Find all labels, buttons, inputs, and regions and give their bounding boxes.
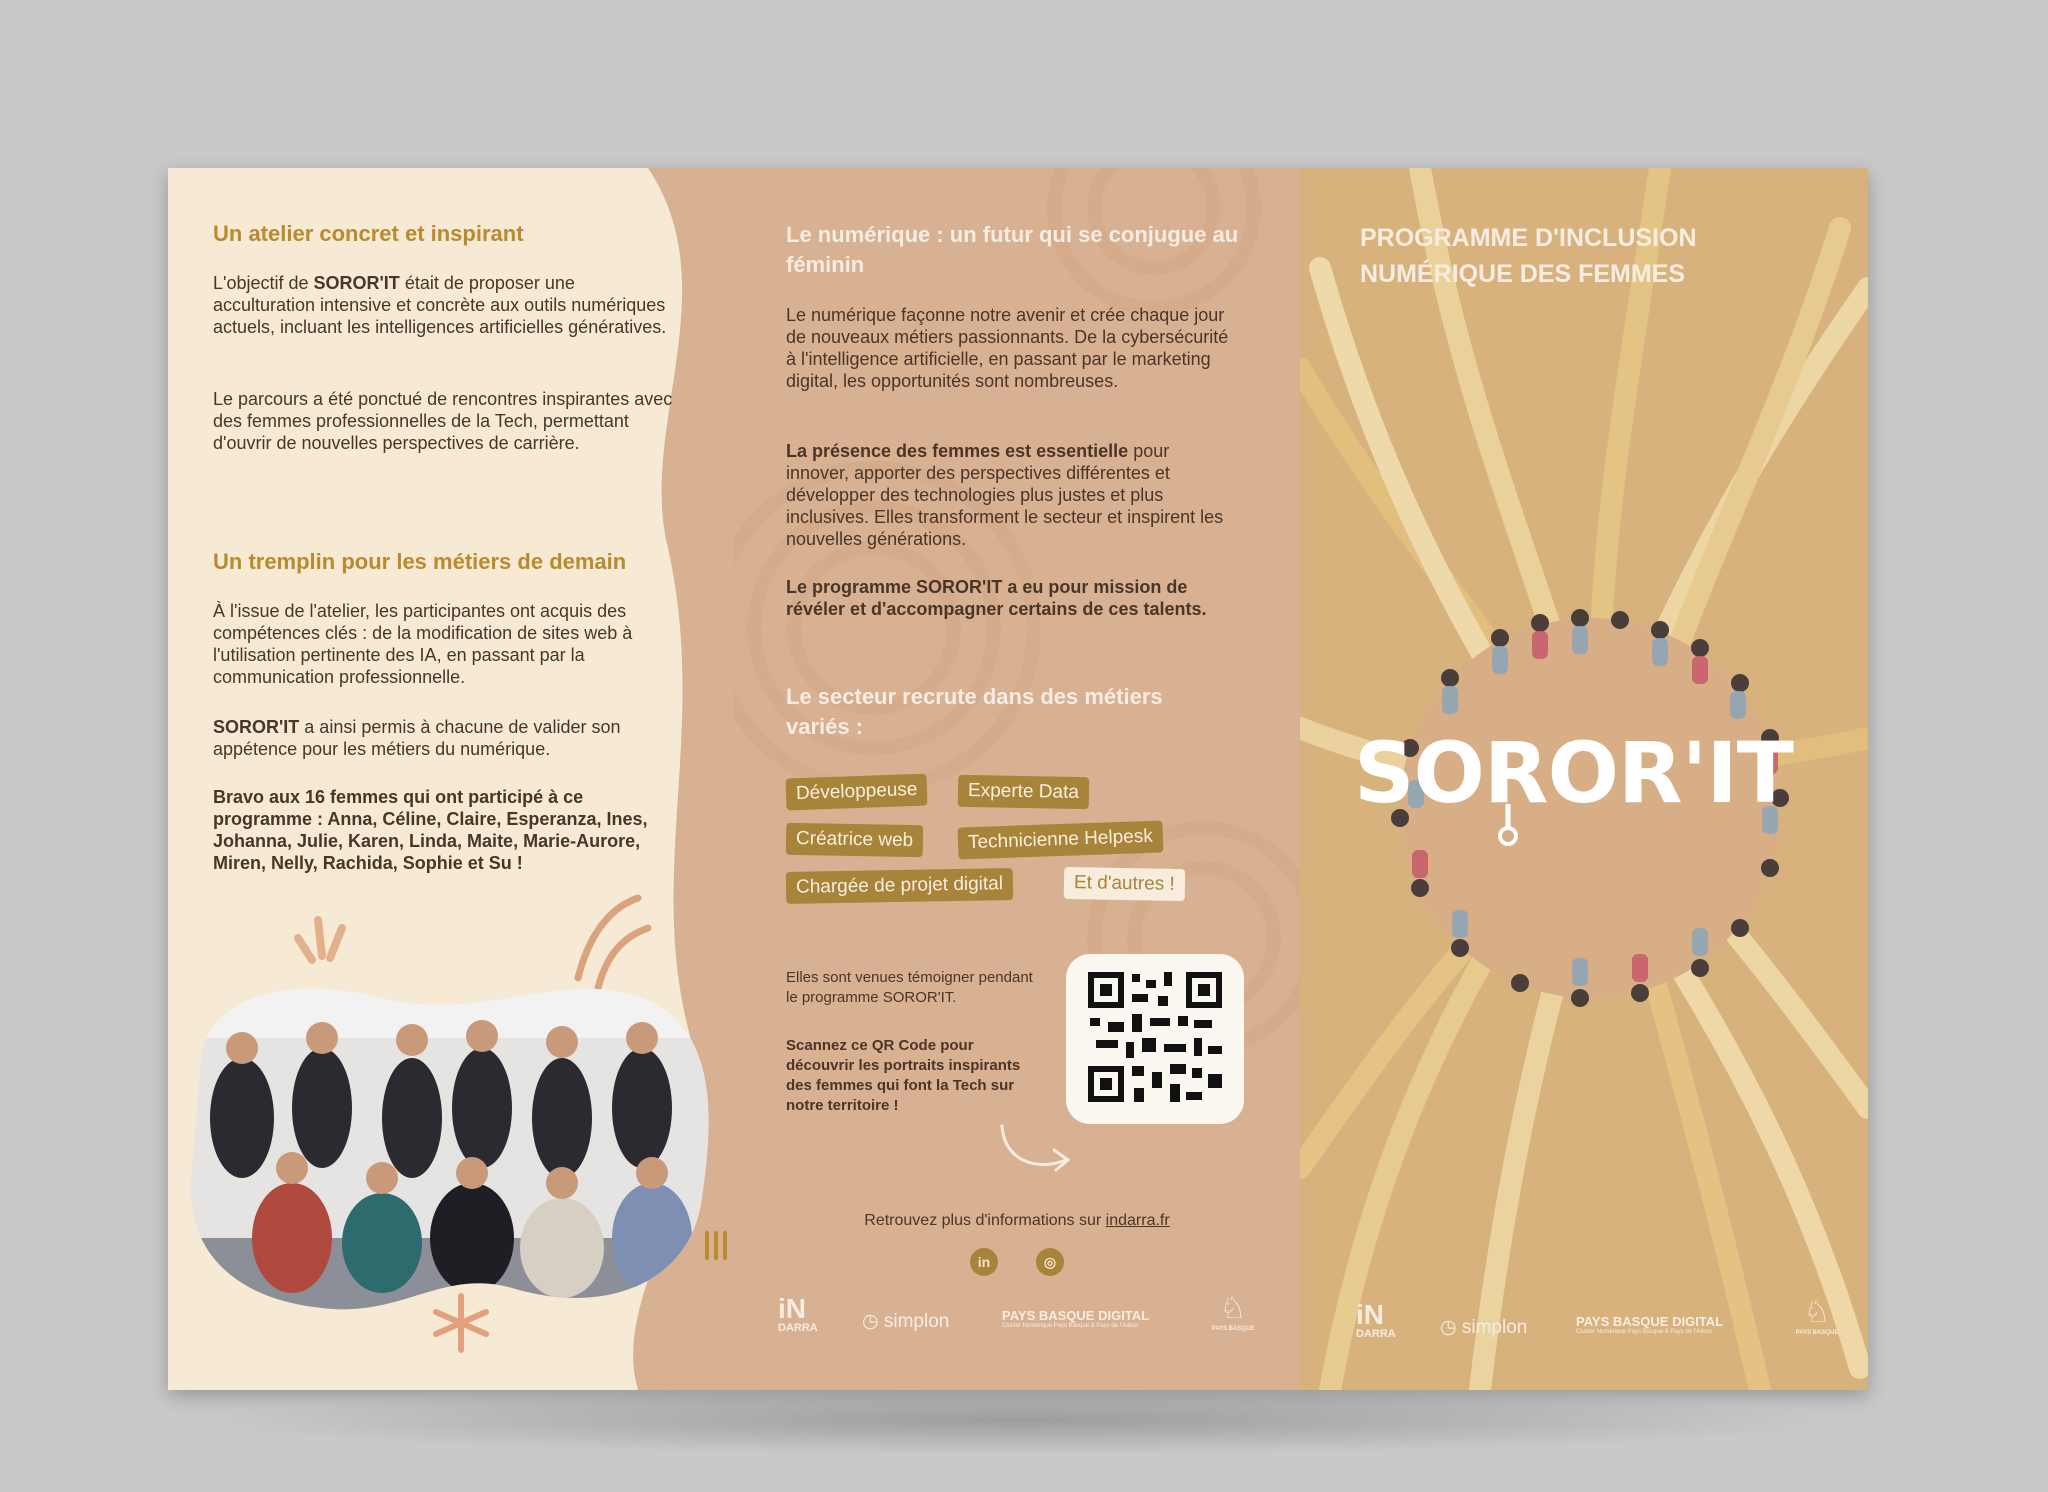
rooster-logo: ♘ PAYS BASQUE xyxy=(1208,1292,1258,1332)
section-title-numerique: Le numérique : un futur qui se conjugue au féminin xyxy=(786,222,1239,277)
paragraph-numerique: Le numérique façonne notre avenir et crée chaque jour de nouveaux métiers passionnants. De la cybersécurité à l'intelligence artificielle, en passant par le marketing digital, les opportunités sont nombreuses. xyxy=(786,305,1229,391)
right-panel-cover xyxy=(1300,168,1868,1390)
linkedin-icon[interactable]: in xyxy=(970,1248,998,1276)
cover-title: PROGRAMME D'INCLUSION NUMÉRIQUE DES FEMMES xyxy=(1360,224,1697,288)
indarra-logo-cover: iN DARRA xyxy=(1356,1299,1396,1340)
arrow-icon xyxy=(996,1120,1076,1180)
paragraph-sororit-valider: SOROR'IT a ainsi permis à chacune de valider son appétence pour les métiers du numérique. xyxy=(213,717,621,759)
indarra-link[interactable]: indarra.fr xyxy=(1105,1212,1170,1229)
job-tag-developpeuse: Développeuse xyxy=(785,774,928,811)
trifold-brochure xyxy=(168,168,1868,1390)
paragraph-mission: Le programme SOROR'IT a eu pour mission de révéler et d'accompagner certains de ces talents. xyxy=(786,577,1207,619)
page-shadow xyxy=(190,1385,1850,1455)
section-title-tremplin: Un tremplin pour les métiers de demain xyxy=(213,549,627,574)
paragraph-presence-femmes: La présence des femmes est essentielle pour innover, apporter des perspectives différentes et développer des technologies plus justes et plus inclusives. Elles transforment le secteur et inspirent les nouvelles générations. xyxy=(786,441,1224,549)
more-info: Retrouvez plus d'informations sur indarra.fr xyxy=(864,1212,1170,1229)
qr-code[interactable] xyxy=(1066,954,1244,1124)
testimony-text: Elles sont venues témoigner pendant le programme SOROR'IT. xyxy=(786,969,1033,1006)
star-decoration-icon xyxy=(426,1288,496,1358)
pays-basque-digital-logo-cover: PAYS BASQUE DIGITAL Cluster Numérique Pays Basque & Pays de l'Adour xyxy=(1576,1314,1724,1335)
left-panel xyxy=(168,168,734,1390)
section-title-secteur: Le secteur recrute dans des métiers variés : xyxy=(786,684,1163,739)
sororit-brand-title: SOROR'IT xyxy=(1354,724,1793,822)
pays-basque-digital-logo: PAYS BASQUE DIGITAL Cluster Numérique Pays Basque & Pays de l'Adour xyxy=(1002,1308,1150,1329)
brand-dot-icon xyxy=(1496,804,1520,848)
paragraph-parcours: Le parcours a été ponctué de rencontres inspirantes avec des femmes professionnelles de la Tech, permettant d'ouvrir de nouvelles perspectives de carrière. xyxy=(213,389,673,453)
job-tag-technicienne: Technicienne Helpesk xyxy=(958,820,1164,859)
job-tag-autres: Et d'autres ! xyxy=(1064,867,1185,901)
group-photo xyxy=(182,968,712,1316)
job-tag-creatrice-web: Créatrice web xyxy=(786,823,924,857)
simplon-logo-cover: ◷ simplon xyxy=(1440,1317,1528,1338)
middle-panel xyxy=(734,168,1300,1390)
paragraph-bravo: Bravo aux 16 femmes qui ont participé à ce programme : Anna, Céline, Claire, Esperanza, Ines, Johanna, Julie, Karen, Linda, Maite, Marie-Aurore, Miren, Nelly, Rachida, Sophie et Su ! xyxy=(213,787,648,873)
job-tag-experte-data: Experte Data xyxy=(958,775,1089,809)
job-tag-chargee-projet: Chargée de projet digital xyxy=(786,868,1014,904)
dash-decoration-icon xyxy=(702,1228,732,1268)
qr-code-icon xyxy=(1066,954,1244,1124)
instagram-icon[interactable]: ◎ xyxy=(1036,1248,1064,1276)
indarra-logo: iN DARRA xyxy=(778,1293,818,1334)
paragraph-objectif: L'objectif de SOROR'IT était de proposer une acculturation intensive et concrète aux outils numériques actuels, incluant les intelligences artificielles génératives. xyxy=(213,273,667,337)
rooster-icon: ♘ xyxy=(1219,1292,1247,1325)
simplon-logo: ◷ simplon xyxy=(862,1311,950,1332)
section-title-atelier: Un atelier concret et inspirant xyxy=(213,221,524,246)
rooster-logo-cover: ♘ PAYS BASQUE xyxy=(1792,1296,1842,1336)
paragraph-issue-atelier: À l'issue de l'atelier, les participantes ont acquis des compétences clés : de la modification de sites web à l'utilisation pertinente des IA, en passant par la communication professionnelle. xyxy=(213,601,633,687)
scan-qr-text: Scannez ce QR Code pour découvrir les portraits inspirants des femmes qui font la Tech sur notre territoire ! xyxy=(786,1037,1021,1114)
rooster-icon: ♘ xyxy=(1803,1296,1831,1329)
